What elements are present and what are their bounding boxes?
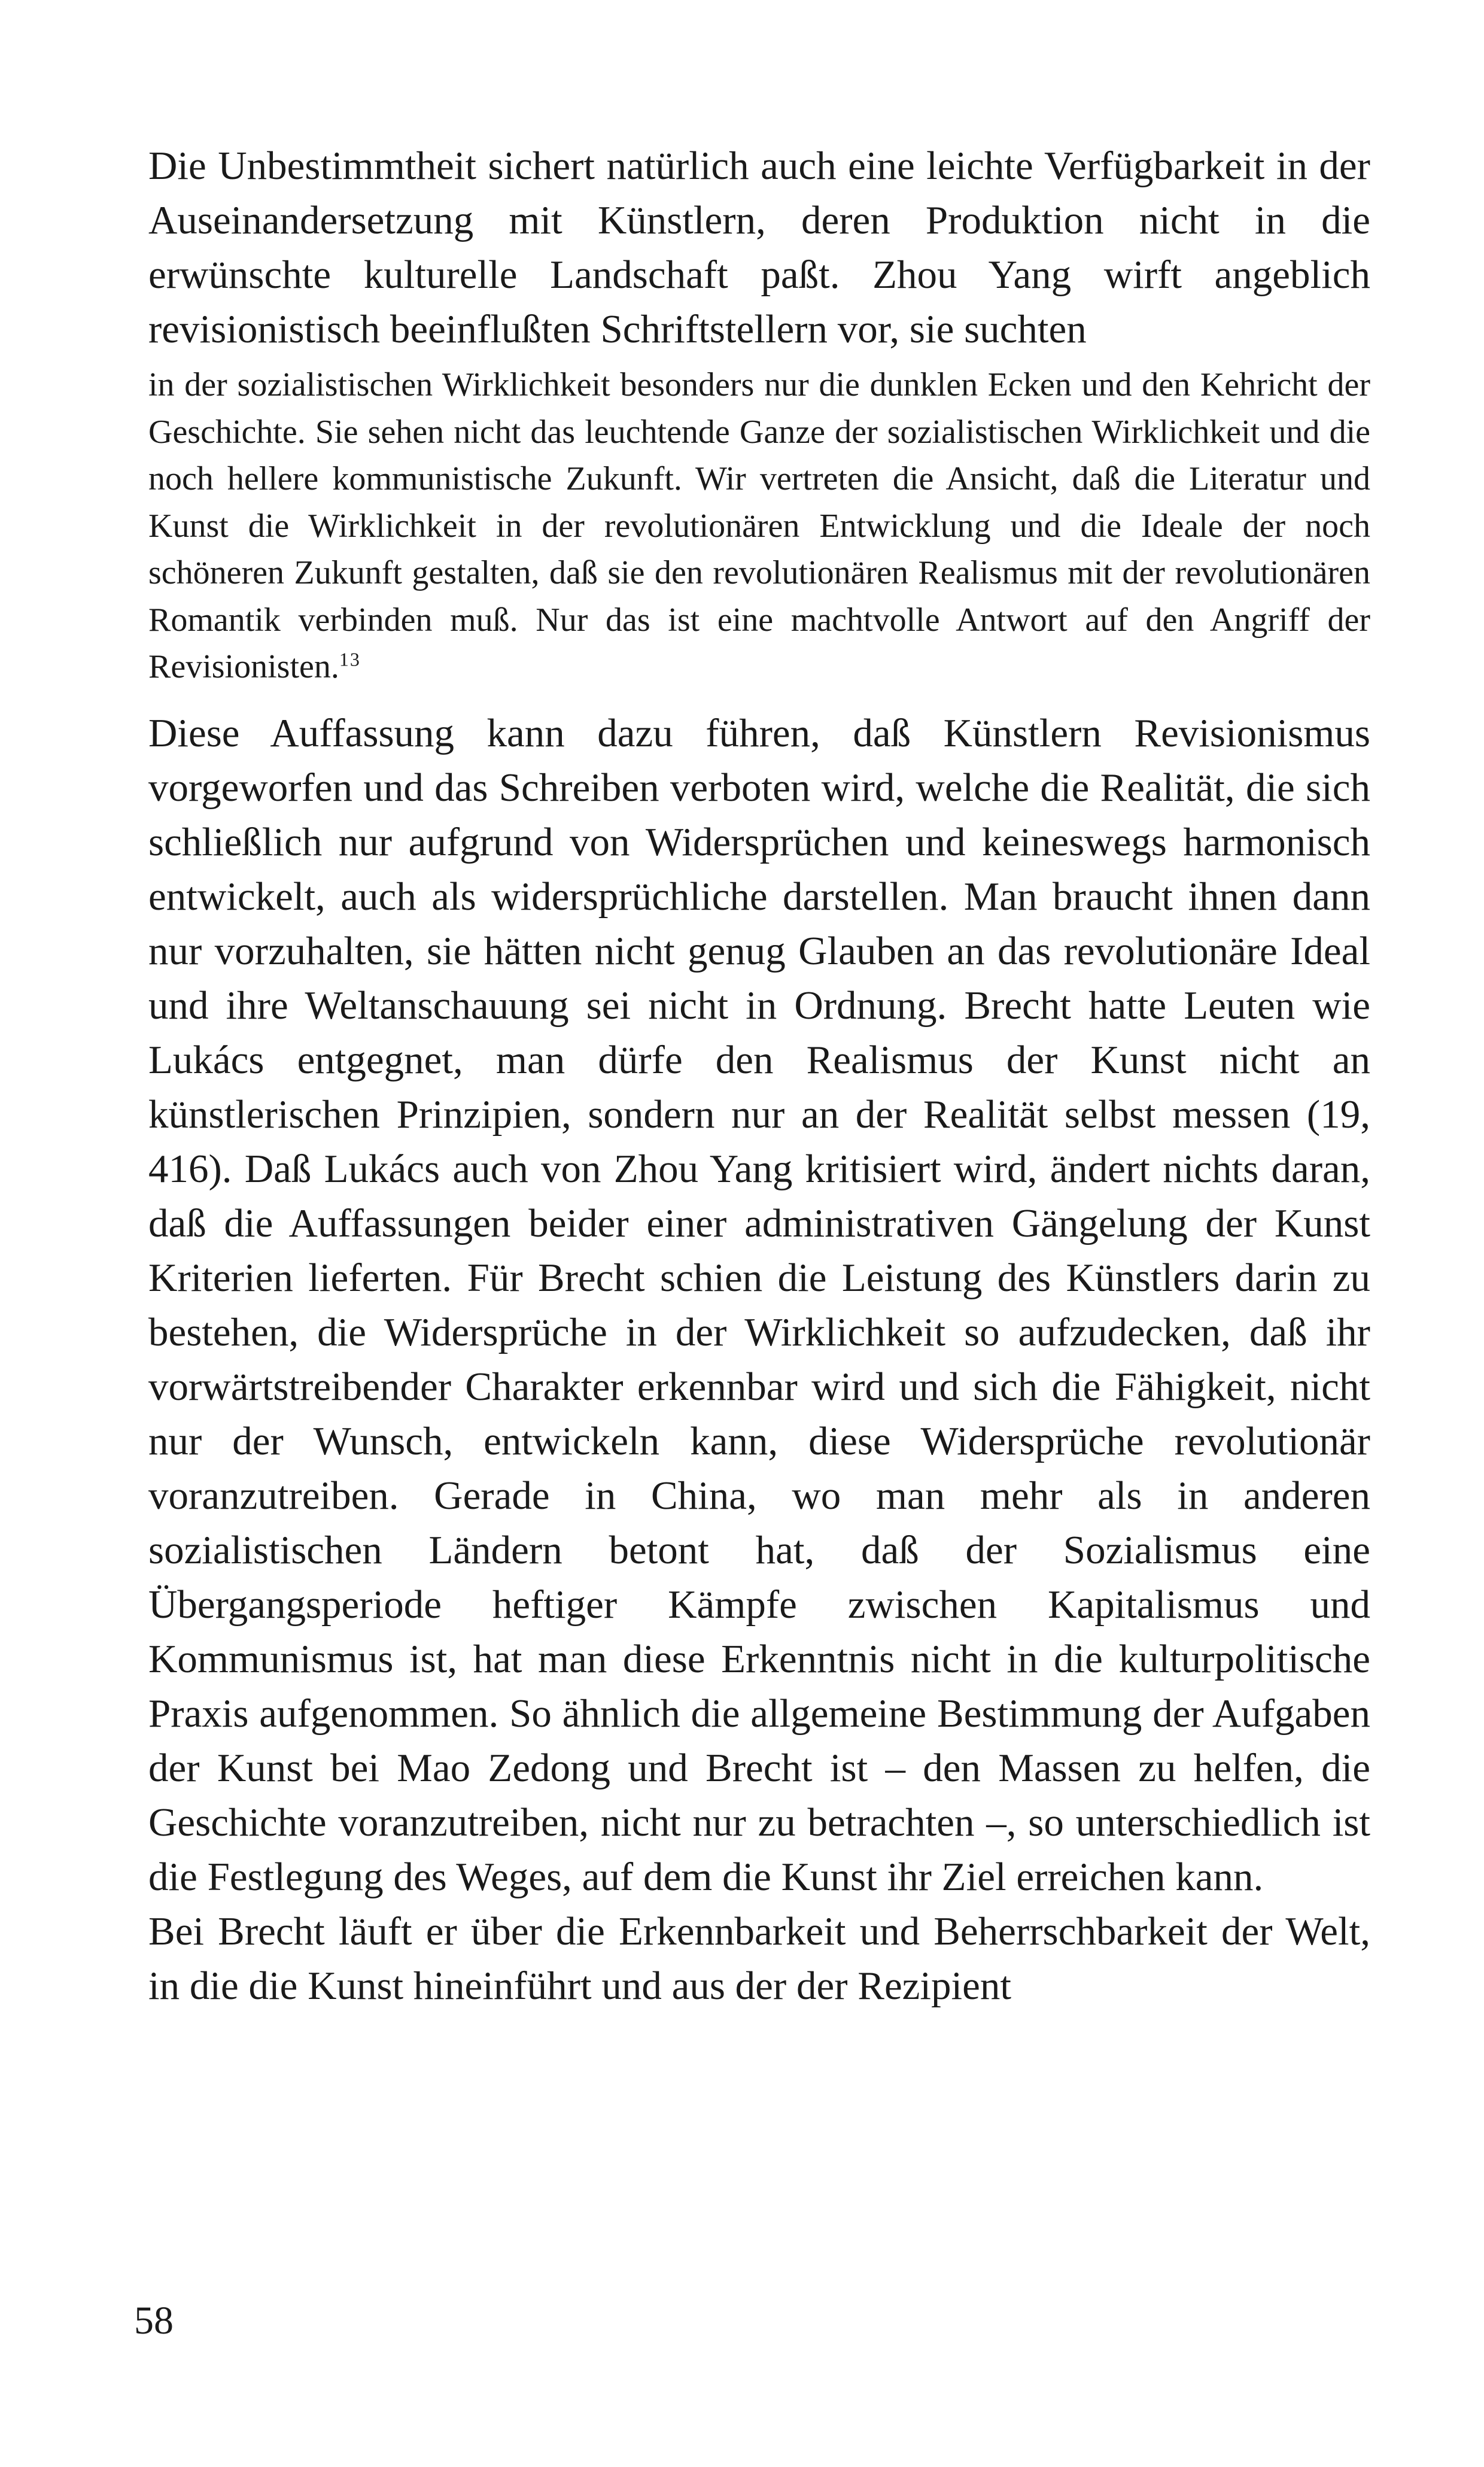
page-body [148,139,1370,2013]
paragraph-main: Diese Auffassung kann dazu führen, daß Künstlern Revisionismus vorgeworfen und das Schreiben verboten wird, welche die Realität, die sich schließlich nur aufgrund von Widersprüchen und keineswegs harmonisch entwickelt, auch als widersprüchliche darstellen. Man braucht ihnen dann nur vorzuhalten, sie hätten nicht genug Glauben an das revolutionäre Ideal und ihre Weltanschauung sei nicht in Ordnung. Brecht hatte Leuten wie Lukács entgegnet, man dürfe den Realismus der Kunst nicht an künstlerischen Prinzipien, sondern nur an der Realität selbst messen (19, 416). Daß Lukács auch von Zhou Yang kritisiert wird, ändert nichts daran, daß die Auffassungen beider einer administrativen Gängelung der Kunst Kriterien lieferten. Für Brecht schien die Leistung des Künstlers darin zu bestehen, die Widersprüche in der Wirklichkeit so aufzudecken, daß ihr vorwärtstreibender Charakter erkennbar wird und sich die Fähigkeit, nicht nur der Wunsch, entwickeln kann, diese Widersprüche revolutionär voranzutreiben. Gerade in China, wo man mehr als in anderen sozialistischen Ländern betont hat, daß der Sozialismus eine Übergangsperiode heftiger Kämpfe zwischen Kapitalismus und Kommunismus ist, hat man diese Erkenntnis nicht in die kulturpolitische Praxis aufgenommen. So ähnlich die allgemeine Bestimmung der Aufgaben der Kunst bei Mao Zedong und Brecht ist – den Massen zu helfen, die Geschichte voranzutreiben, nicht nur zu betrachten –, so unterschiedlich ist die Festlegung des Weges, auf dem die Kunst ihr Ziel erreichen kann. [148,710,1370,1899]
page-number: 58 [134,2299,174,2343]
block-quote [148,361,1370,691]
paragraph-continuation: Bei Brecht läuft er über die Erkennbarkeit und Beherrschbarkeit der Welt, in die die Kunst hineinführt und aus der der Rezipient [148,1909,1370,2008]
footnote-reference: 13 [339,648,361,670]
block-quote-text: in der sozialistischen Wirklichkeit besonders nur die dunklen Ecken und den Kehricht der Geschichte. Sie sehen nicht das leuchtende Ganze der sozialistischen Wirklichkeit und die noch hellere kommunistische Zukunft. Wir vertreten die Ansicht, daß die Literatur und Kunst die Wirklichkeit in der revolutionären Entwicklung und die Ideale der noch schöneren Zukunft gestalten, daß sie den revolutionären Realismus mit der revolutionären Romantik verbinden muß. Nur das ist eine machtvolle Antwort auf den Angriff der Revisionisten. [148,366,1370,685]
paragraph-intro: Die Unbestimmtheit sichert natürlich auch eine leichte Verfügbarkeit in der Auseinandersetzung mit Künstlern, deren Produktion nicht in die erwünschte kulturelle Landschaft paßt. Zhou Yang wirft angeblich revisionistisch beeinflußten Schriftstellern vor, sie suchten [148,144,1370,351]
